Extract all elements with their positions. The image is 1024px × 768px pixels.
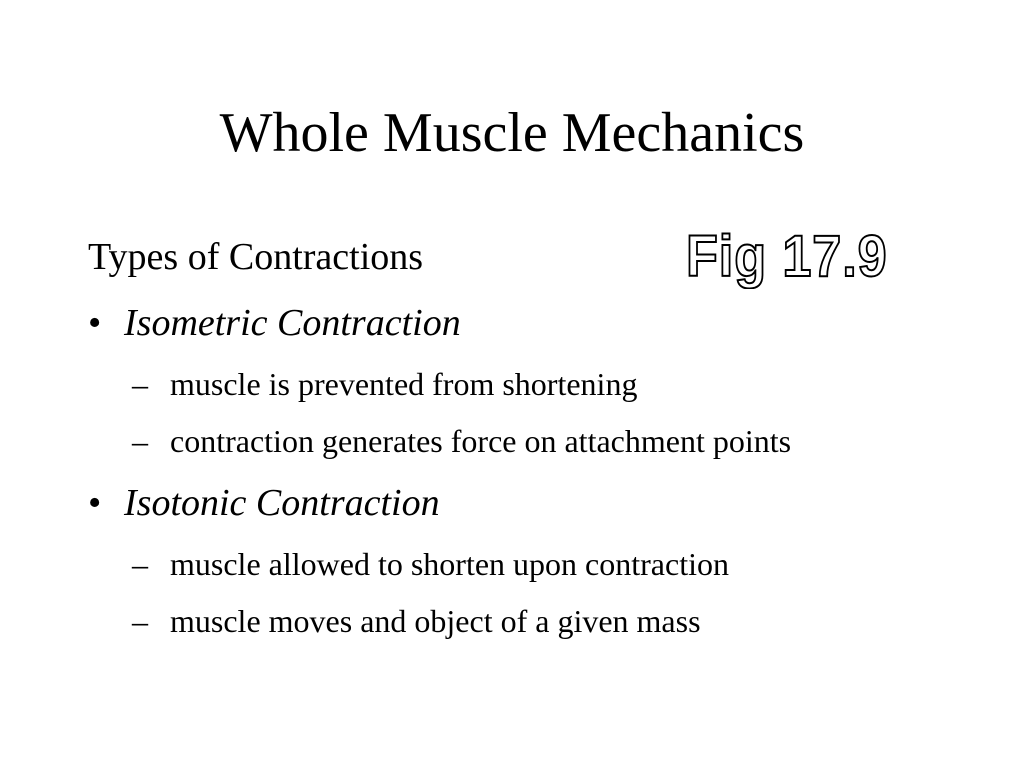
sub-item bbox=[132, 601, 701, 641]
bullet-item-isotonic bbox=[88, 480, 440, 526]
bullet-marker: • bbox=[88, 302, 102, 344]
dash-marker: – bbox=[132, 603, 148, 639]
dash-marker: – bbox=[132, 546, 148, 582]
sub-item-text: contraction generates force on attachment points bbox=[170, 423, 792, 459]
dash-marker: – bbox=[132, 366, 148, 402]
sub-item bbox=[132, 544, 729, 584]
section-heading: Types of Contractions bbox=[88, 236, 424, 278]
bullet-label: Isometric Contraction bbox=[124, 302, 461, 344]
sub-item-text: muscle is prevented from shortening bbox=[170, 366, 638, 402]
bullet-item-isometric bbox=[88, 300, 461, 346]
sub-item-text: muscle allowed to shorten upon contraction bbox=[170, 546, 729, 582]
slide-title: Whole Muscle Mechanics bbox=[219, 102, 805, 164]
sub-item bbox=[132, 364, 637, 404]
sub-item bbox=[132, 421, 791, 461]
figure-label: Fig 17.9 bbox=[686, 224, 888, 289]
bullet-label: Isotonic Contraction bbox=[124, 482, 440, 524]
sub-item-text: muscle moves and object of a given mass bbox=[170, 603, 701, 639]
bullet-marker: • bbox=[88, 482, 102, 524]
dash-marker: – bbox=[132, 423, 148, 459]
